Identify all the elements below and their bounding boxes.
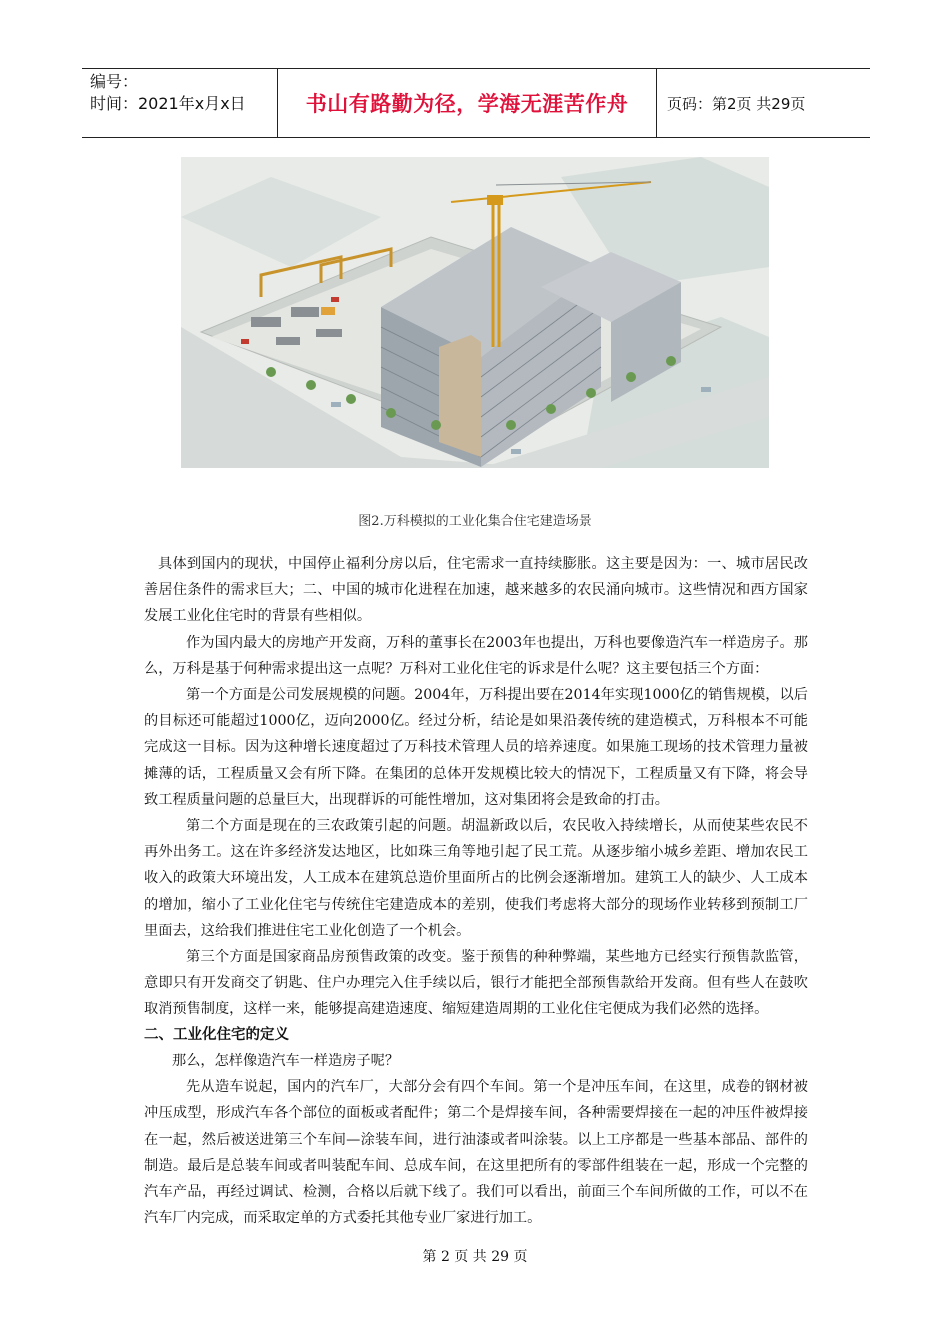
paragraph-6: 那么，怎样像造汽车一样造房子呢？ [172,1053,400,1069]
date-label: 时间：2021年x月x日 [90,94,246,113]
header-info [82,69,278,137]
paragraph-3: 第一个方面是公司发展规模的问题。2004年，万科提出要在2014年实现1000亿的销售规模，以后的目标还可能超过1000亿，迈向2000亿。经过分析，结论是如果沿袭传统的建造模式，万科根本不可能完成这一目标。因为这种增长速度超过了万科技术管理人员的培养速度。如果施工现场的技术管理力量被摊薄的话，工程质量又会有所下降。在集团的总体开发规模比较大的情况下，工程质量又有下降，将会导致工程质量问题的总量巨大，出现群诉的可能性增加，这对集团将会是致命的打击。 [144,687,808,808]
paragraph-2: 作为国内最大的房地产开发商，万科的董事长在2003年也提出，万科也要像造汽车一样造房子。那么，万科是基于何种需求提出这一点呢？万科对工业化住宅的诉求是什么呢？这主要包括三个方面： [144,634,808,677]
page-header [82,68,870,138]
section-heading: 二、工业化住宅的定义 [144,1027,289,1043]
paragraph-7: 先从造车说起，国内的汽车厂，大部分会有四个车间。第一个是冲压车间，在这里，成卷的钢材被冲压成型，形成汽车各个部位的面板或者配件；第二个是焊接车间，各种需要焊接在一起的冲压件被焊接在一起，然后被送进第三个车间—涂装车间，进行油漆或者叫涂装。以上工序都是一些基本部品、部件的制造。最后是总装车间或者叫装配车间、总成车间，在这里把所有的零部件组装在一起，形成一个完整的汽车产品，再经过调试、检测，合格以后就下线了。我们可以看出，前面三个车间所做的工作，可以不在汽车厂内完成，而采取定单的方式委托其他专业厂家进行加工。 [144,1079,808,1227]
paragraph-4: 第二个方面是现在的三农政策引起的问题。胡温新政以后，农民收入持续增长，从而使某些农民不再外出务工。这在许多经济发达地区，比如珠三角等地引起了民工荒。从逐步缩小城乡差距、增加农民工收入的政策大环境出发，人工成本在建筑总造价里面所占的比例会逐渐增加。建筑工人的缺少、人工成本的增加，缩小了工业化住宅与传统住宅建造成本的差别，使我们考虑将大部分的现场作业转移到预制工厂里面去，这给我们推进住宅工业化创造了一个机会。 [144,818,808,939]
header-motto: 书山有路勤为径，学海无涯苦作舟 [278,69,657,137]
page-footer: 第 2 页 共 29 页 [422,1249,528,1265]
figure-caption: 图2.万科模拟的工业化集合住宅建造场景 [358,514,592,529]
construction-scene-image [181,157,769,468]
building-illustration [181,157,769,468]
header-page-label: 页码：第2页 共29页 [667,94,806,113]
body-section-2 [144,1048,808,1231]
body-section-1 [144,551,808,1023]
paragraph-5: 第三个方面是国家商品房预售政策的改变。鉴于预售的种种弊端，某些地方已经实行预售款监管，意即只有开发商交了钥匙、住户办理完入住手续以后，银行才能把全部预售款给开发商。但有些人在鼓吹取消预售制度，这样一来，能够提高建造速度、缩短建造周期的工业化住宅便成为我们必然的选择。 [144,949,808,1018]
number-label: 编号： [90,72,139,91]
paragraph-1: 具体到国内的现状，中国停止福利分房以后，住宅需求一直持续膨胀。这主要是因为：一、城市居民改善居住条件的需求巨大；二、中国的城市化进程在加速，越来越多的农民涌向城市。这些情况和西方国家发展工业化住宅时的背景有些相似。 [144,556,808,625]
